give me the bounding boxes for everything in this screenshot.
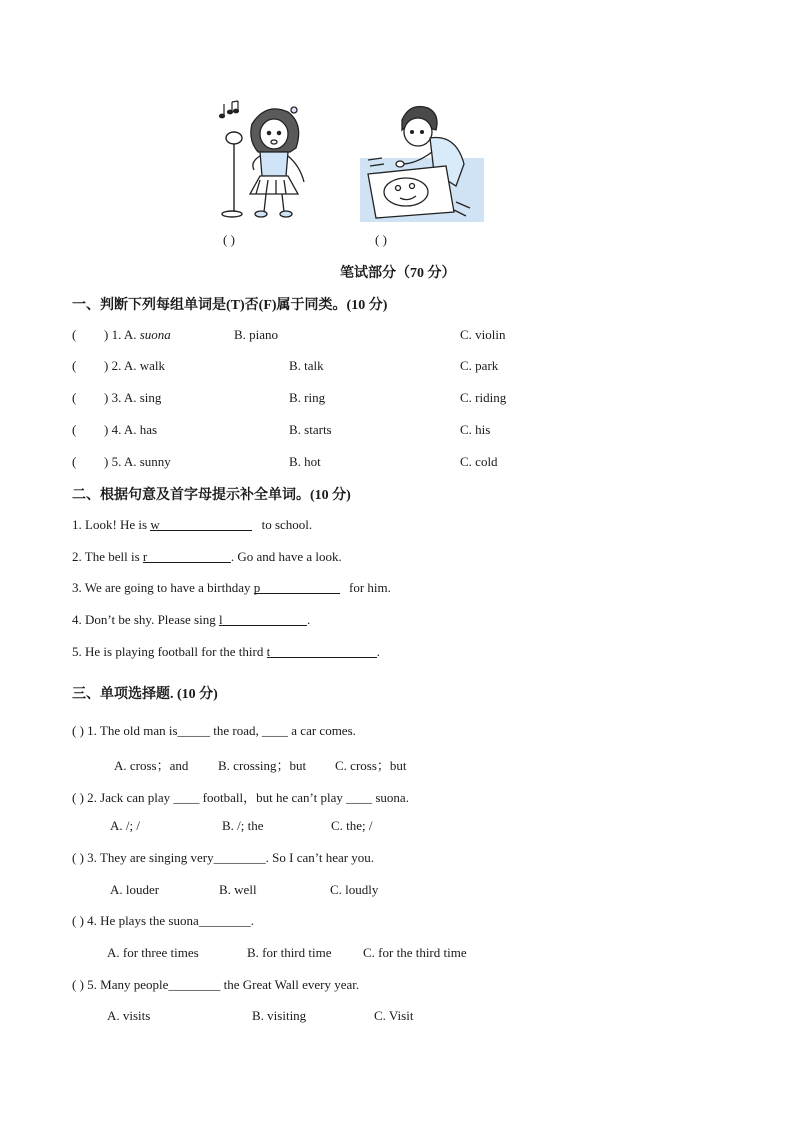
section3-question-2-option-b[interactable]: B. /; the [222,818,264,833]
section2-item-3-text: 3. We are going to have a birthday [72,580,254,595]
section2-item-2 [72,549,342,565]
boy-drawing-drawing [360,100,484,222]
section2-item-5-text-end: . [376,644,380,659]
section2-item-4-text: 4. Don’t be shy. Please sing [72,612,219,627]
section1-item-3-label: ) 3. A. sing [104,390,162,405]
section2-item-1-text-end: to school. [258,517,313,532]
section2-item-5-blank[interactable]: t [267,644,377,658]
section3-question-5-option-a[interactable]: A. visits [107,1008,151,1023]
section1-item-4-option-b: B. starts [289,422,332,437]
section1-item-5-option-c: C. cold [460,454,498,469]
section1-item-1-label: ) 1. A. suona [104,327,171,342]
section1-item-5-open-paren[interactable]: ( [72,454,77,469]
section2-item-4-blank[interactable]: l [219,612,307,626]
section1-item-3-option-b: B. ring [289,390,326,405]
section1-item-4-open-paren[interactable]: ( [72,422,77,437]
written-part-heading: 笔试部分（70 分） [340,266,456,281]
section3-question-1-stem: ( ) 1. The old man is_____ the road, ____ a car comes. [72,723,356,738]
section3-title: 三、单项选择题. (10 分) [72,687,218,702]
section2-item-4 [72,612,310,628]
section1-item-3-option-a: sing [139,390,162,405]
section3-question-2-option-c[interactable]: C. the; / [331,818,373,833]
section3-question-3-stem: ( ) 3. They are singing very________. So I can’t hear you. [72,850,375,865]
section3-question-4-option-a[interactable]: A. for three times [107,945,199,960]
section2-item-4-text-end: . [306,612,311,627]
picture-2-answer-paren[interactable]: ( ) [375,232,387,247]
section2-item-3 [72,580,391,596]
section3-question-3-option-c[interactable]: C. loudly [330,882,379,897]
section2-title: 二、根据句意及首字母提示补全单词。(10 分) [72,488,351,503]
section1-item-1-option-a: suona [139,327,171,342]
section2-item-5 [72,644,380,660]
section3-question-1-option-c[interactable]: C. cross；but [335,758,407,773]
section1-item-1-option-b: B. piano [234,327,279,342]
section1-item-3-open-paren[interactable]: ( [72,390,77,405]
section3-question-5-option-c[interactable]: C. Visit [374,1008,414,1023]
section3-question-5-stem: ( ) 5. Many people________ the Great Wall every year. [72,977,360,992]
section3-question-4-option-c[interactable]: C. for the third time [363,945,467,960]
section2-item-2-blank[interactable]: r [143,549,231,563]
section2-item-2-text-end: . Go and have a look. [230,549,342,564]
section1-item-5-label: ) 5. A. sunny [104,454,171,469]
section1-item-2-label: ) 2. A. walk [104,358,166,373]
section3-question-2-stem: ( ) 2. Jack can play ____ football，but he can’t play ____ suona. [72,790,409,805]
section1-title: 一、判断下列每组单词是(T)否(F)属于同类。(10 分) [72,298,388,313]
section3-question-3-option-b[interactable]: B. well [219,882,257,897]
section2-item-5-text: 5. He is playing football for the third [72,644,267,659]
section1-item-4-option-c: C. his [460,422,491,437]
section1-item-2-open-paren[interactable]: ( [72,358,77,373]
section3-question-2-option-a[interactable]: A. /; / [110,818,140,833]
section1-item-2-option-c: C. park [460,358,499,373]
section2-item-2-text: 2. The bell is [72,549,143,564]
boy-drawing-illustration [360,100,484,222]
section1-item-4-option-a: has [139,422,158,437]
girl-singing-illustration [214,96,314,222]
section1-item-2-option-b: B. talk [289,358,324,373]
section1-item-2-option-a: walk [139,358,166,373]
section3-question-4-stem: ( ) 4. He plays the suona________. [72,913,254,928]
section1-item-5-option-b: B. hot [289,454,321,469]
section2-item-3-blank[interactable]: p [254,580,340,594]
section1-item-5-option-a: sunny [139,454,171,469]
picture-1-answer-paren[interactable]: ( ) [223,232,235,247]
section3-question-3-option-a[interactable]: A. louder [110,882,160,897]
section1-item-1-open-paren[interactable]: ( [72,327,77,342]
section3-question-4-option-b[interactable]: B. for third time [247,945,332,960]
section2-item-1-blank[interactable]: w [150,517,252,531]
girl-singing-drawing [214,96,314,222]
section2-item-3-text-end: for him. [345,580,391,595]
section2-item-1-text: 1. Look! He is [72,517,151,532]
section1-item-3-option-c: C. riding [460,390,507,405]
section2-item-1 [72,517,312,533]
section3-question-1-option-b[interactable]: B. crossing；but [218,758,307,773]
section3-question-1-option-a[interactable]: A. cross；and [114,758,189,773]
section1-item-4-label: ) 4. A. has [104,422,158,437]
section1-item-1-option-c: C. violin [460,327,506,342]
section3-question-5-option-b[interactable]: B. visiting [252,1008,307,1023]
